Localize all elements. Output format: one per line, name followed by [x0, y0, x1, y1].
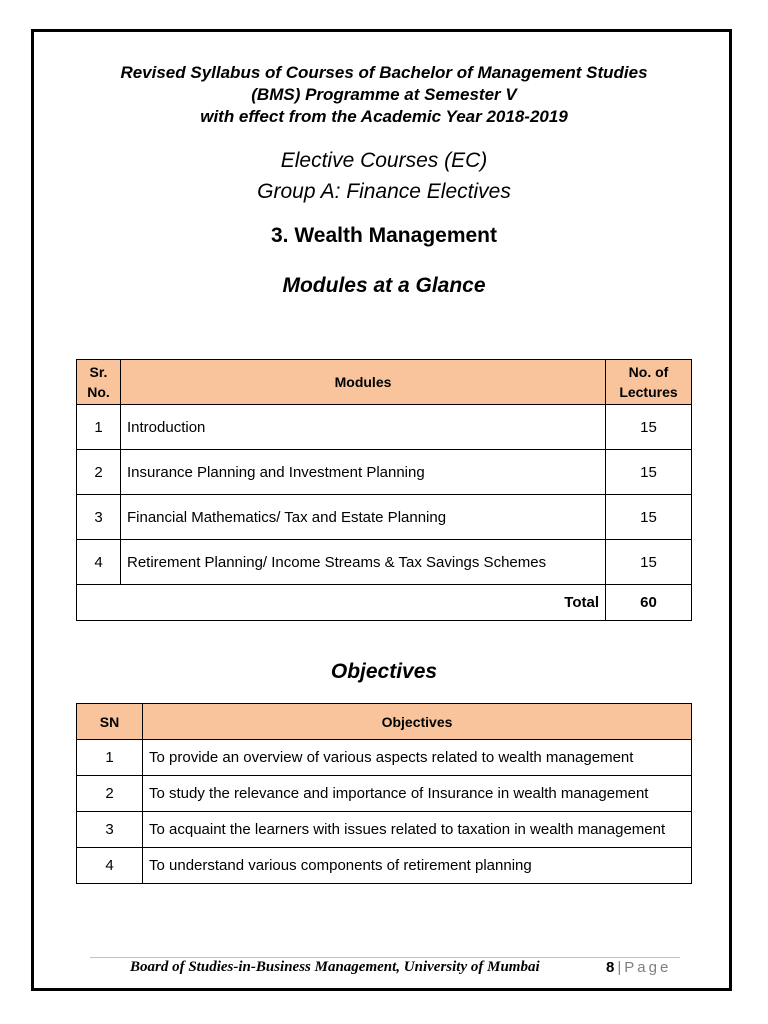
objective-cell: To study the relevance and importance of Insurance in wealth management: [143, 776, 692, 812]
module-cell: Insurance Planning and Investment Planning: [121, 450, 606, 495]
sr-no-cell: 2: [77, 450, 121, 495]
subheader-line-2: Group A: Finance Electives: [257, 180, 511, 203]
modules-table: [76, 359, 692, 621]
table-row: [77, 450, 692, 495]
table-row: [77, 405, 692, 450]
total-label: Total: [77, 585, 606, 621]
objective-cell: To acquaint the learners with issues related to taxation in wealth management: [143, 812, 692, 848]
total-row: [77, 585, 692, 621]
col-header-modules: Modules: [121, 360, 606, 405]
sn-cell: 1: [77, 740, 143, 776]
col-header-objectives: Objectives: [143, 704, 692, 740]
table-row: [77, 848, 692, 884]
sr-no-cell: 3: [77, 495, 121, 540]
objectives-table: [76, 703, 692, 884]
objective-cell: To understand various components of retirement planning: [143, 848, 692, 884]
objectives-section-title: Objectives: [330, 660, 438, 683]
header-line-1: Revised Syllabus of Courses of Bachelor of Management Studies: [120, 63, 648, 82]
lectures-cell: 15: [606, 450, 692, 495]
header-line-3: with effect from the Academic Year 2018-2019: [200, 107, 568, 126]
module-cell: Introduction: [121, 405, 606, 450]
subheader-line-1: Elective Courses (EC): [280, 149, 488, 172]
page-separator: |: [617, 959, 622, 976]
col-header-sn: SN: [77, 704, 143, 740]
course-title: 3. Wealth Management: [271, 224, 497, 247]
header-line-2: (BMS) Programme at Semester V: [251, 85, 517, 104]
table-row: [77, 776, 692, 812]
sn-cell: 3: [77, 812, 143, 848]
lectures-cell: 15: [606, 405, 692, 450]
modules-header-row: [77, 360, 692, 405]
sr-no-cell: 4: [77, 540, 121, 585]
col-header-lectures: No. of Lectures: [606, 360, 692, 405]
sn-cell: 2: [77, 776, 143, 812]
elective-subheader: [0, 145, 768, 207]
page-number-block: [606, 959, 671, 976]
col-header-sr-no: Sr. No.: [77, 360, 121, 405]
document-header: [0, 62, 768, 128]
page-label: Page: [624, 959, 672, 976]
lectures-cell: 15: [606, 495, 692, 540]
lectures-cell: 15: [606, 540, 692, 585]
table-row: [77, 495, 692, 540]
table-row: [77, 812, 692, 848]
table-row: [77, 740, 692, 776]
sn-cell: 4: [77, 848, 143, 884]
sr-no-cell: 1: [77, 405, 121, 450]
footer-text: Board of Studies-in-Business Management, University of Mumbai: [130, 959, 540, 975]
objective-cell: To provide an overview of various aspects related to wealth management: [143, 740, 692, 776]
modules-section-title: Modules at a Glance: [282, 274, 486, 297]
module-cell: Financial Mathematics/ Tax and Estate Planning: [121, 495, 606, 540]
total-value: 60: [606, 585, 692, 621]
module-cell: Retirement Planning/ Income Streams & Tax Savings Schemes: [121, 540, 606, 585]
page-number: 8: [606, 959, 615, 976]
objectives-header-row: [77, 704, 692, 740]
table-row: [77, 540, 692, 585]
footer-divider: [90, 957, 680, 958]
